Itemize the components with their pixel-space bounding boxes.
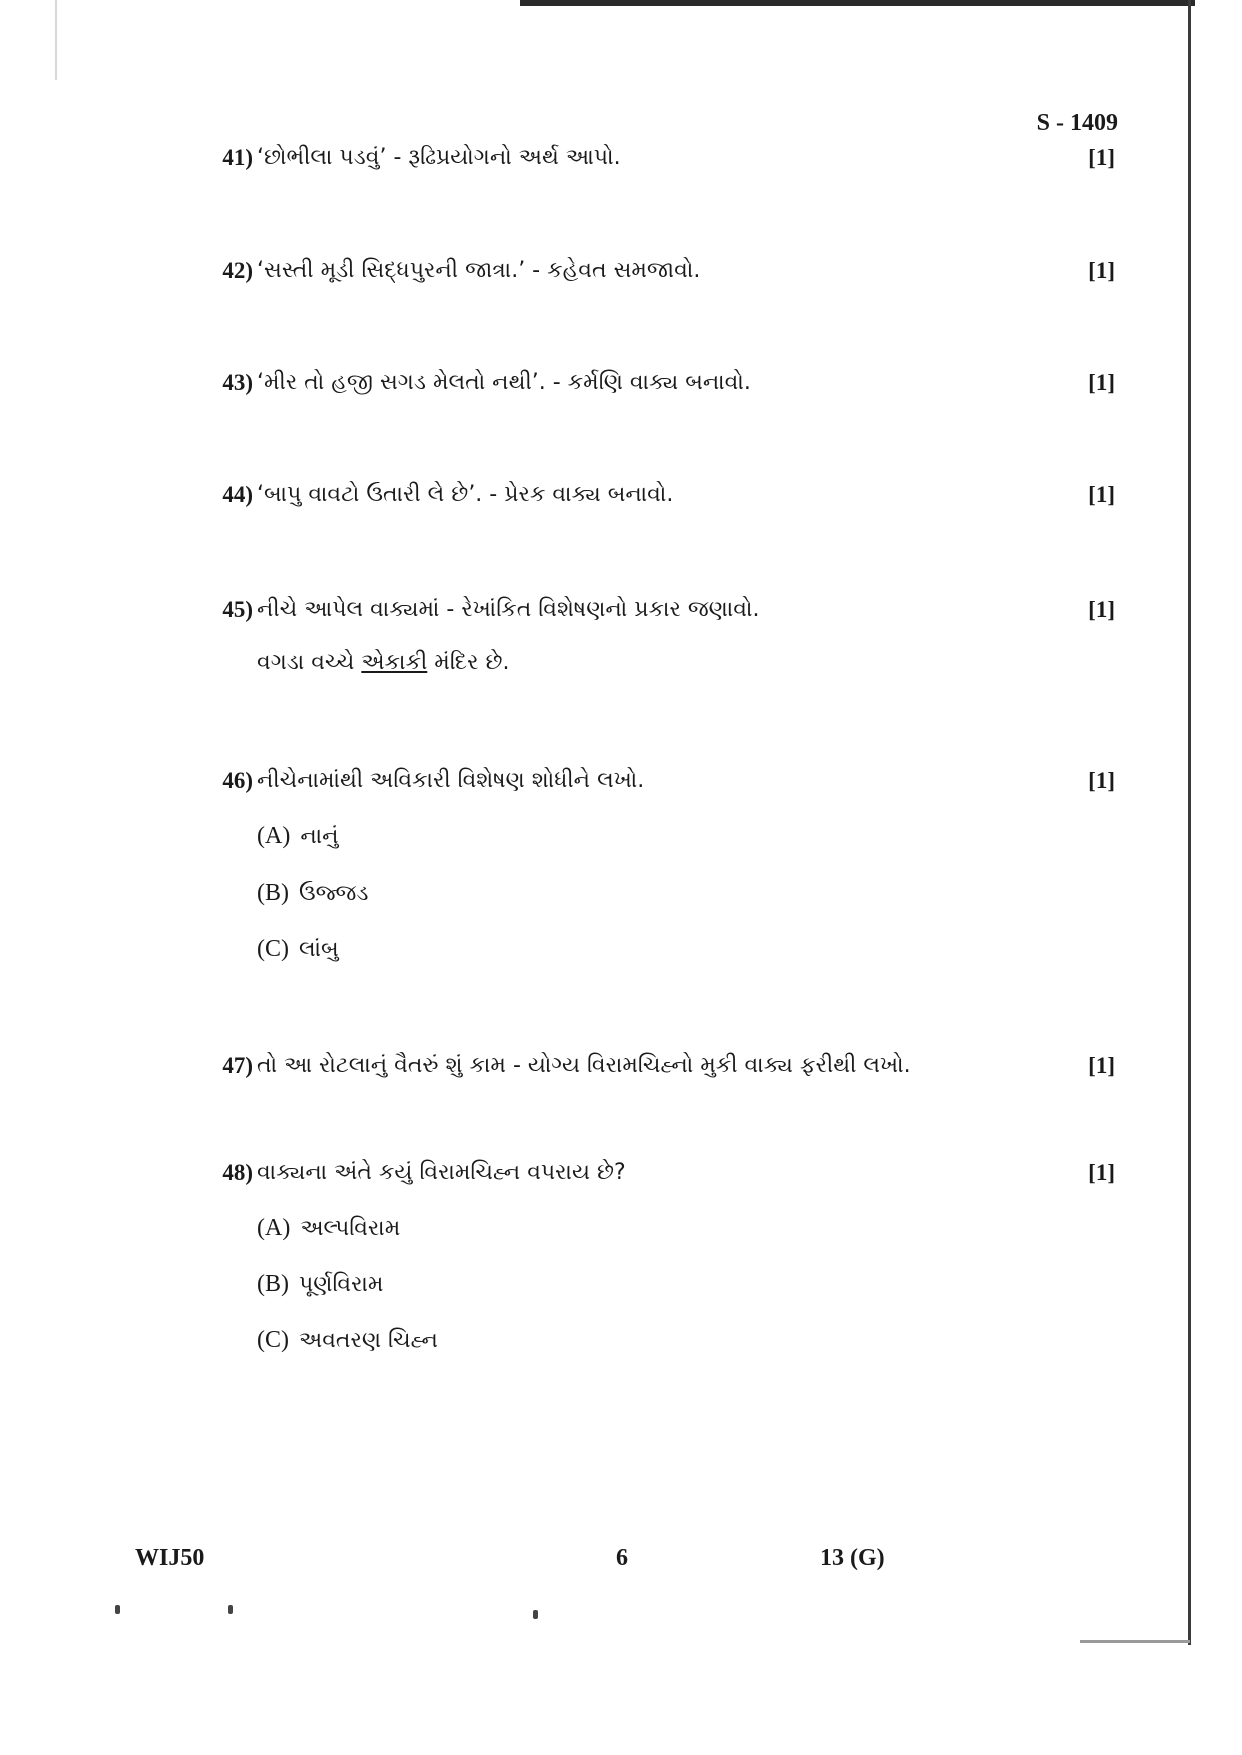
question-text: તો આ રોટલાનું વૈતરું શું કામ - યોગ્ય વિરામચિહ્નો મુકી વાક્ય ફરીથી લખો. [257,1053,911,1078]
option-value: નાનું [300,824,339,849]
question-text: ‘છોભીલા પડવું’ - રૂઢિપ્રયોગનો અર્થ આપો. [257,145,621,170]
question-text: નીચેનામાંથી અવિકારી વિશેષણ શોધીને લખો. [257,768,645,793]
question-number: 46) [222,768,253,793]
option-label: (B) [257,1271,289,1297]
scan-speck [115,1605,120,1614]
underlined-word: એકાકી [361,650,428,675]
top-border-rule [520,0,1195,6]
question-marks: [1] [1088,482,1115,507]
question-number: 47) [222,1053,253,1078]
question-text: નીચે આપેલ વાક્યમાં - રેખાંકિત વિશેષણનો પ્રકાર જણાવો. [257,597,760,622]
question-text: ‘મીર તો હજી સગડ મેલતો નથી’. - કર્મણિ વાક્ય બનાવો. [257,370,751,395]
left-scan-edge [55,0,57,80]
question-marks: [1] [1088,1053,1115,1078]
example-sentence [257,650,509,675]
paper-code: S - 1409 [1036,110,1118,136]
question-marks: [1] [1088,258,1115,283]
option-value: અલ્પવિરામ [300,1216,401,1241]
option-c [257,936,339,963]
option-label: (A) [257,823,291,849]
option-c [257,1327,438,1354]
option-value: ઉજ્જડ [299,881,369,906]
option-label: (B) [257,880,289,906]
option-b [257,1271,383,1298]
question-marks: [1] [1088,145,1115,170]
option-value: પૂર્ણવિરામ [299,1272,384,1297]
sentence-after: મંદિર છે. [427,650,510,675]
question-text: ‘બાપુ વાવટો ઉતારી લે છે’. - પ્રેરક વાક્ય બનાવો. [257,482,674,507]
question-marks: [1] [1088,370,1115,395]
question-number: 41) [222,145,253,170]
option-value: લાંબુ [299,937,339,962]
option-value: અવતરણ ચિહ્ન [299,1328,438,1353]
right-page-border [1188,0,1191,1645]
sentence-before: વગડા વચ્ચે [257,650,362,675]
option-label: (A) [257,1215,291,1241]
option-label: (C) [257,936,289,962]
footer-code: WIJ50 [135,1545,205,1571]
option-a [257,823,339,850]
question-marks: [1] [1088,597,1115,622]
option-b [257,880,368,907]
question-marks: [1] [1088,768,1115,793]
question-number: 48) [222,1160,253,1185]
question-number: 42) [222,258,253,283]
scan-speck [533,1610,538,1619]
question-text: વાક્યના અંતે કયું વિરામચિહ્ન વપરાય છે? [257,1160,626,1185]
footer-set: 13 (G) [820,1545,885,1571]
option-label: (C) [257,1327,289,1353]
option-a [257,1215,400,1242]
question-text: ‘સસ્તી મૂડી સિદ્ધપુરની જાત્રા.’ - કહેવત સમજાવો. [257,258,701,283]
footer-page-number: 6 [616,1545,628,1571]
question-number: 44) [222,482,253,507]
question-number: 45) [222,597,253,622]
question-number: 43) [222,370,253,395]
scan-speck [228,1605,233,1614]
bottom-page-border [1080,1640,1190,1643]
question-marks: [1] [1088,1160,1115,1185]
